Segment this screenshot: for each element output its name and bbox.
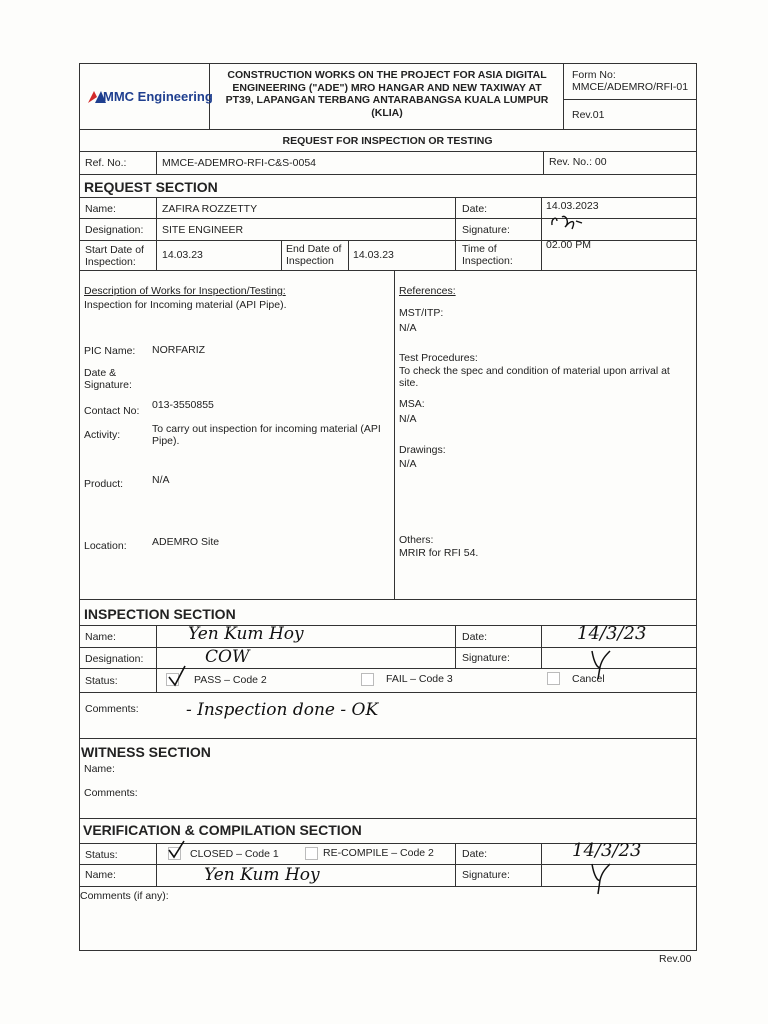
signature-label: Signature: — [462, 224, 510, 236]
checkmark-icon — [166, 839, 188, 861]
verification-section-title: VERIFICATION & COMPILATION SECTION — [83, 822, 362, 838]
description-label: Description of Works for Inspection/Testing: — [84, 285, 286, 297]
verifier-name-label: Name: — [85, 869, 116, 881]
others-label: Others: — [399, 534, 434, 546]
inspection-time: 02.00 PM — [546, 239, 591, 251]
others-value: MRIR for RFI 54. — [399, 547, 479, 559]
project-title: CONSTRUCTION WORKS ON THE PROJECT FOR ASIA DIGITAL ENGINEERING ("ADE") MRO HANGAR AND NEW TAXIWAY AT PT39, LAPANGAN TERBANG ANTARABANGSA KUALA LUMPUR (KLIA) — [225, 69, 549, 119]
witness-name-label: Name: — [84, 763, 115, 775]
verifier-signature-label: Signature: — [462, 869, 510, 881]
pic-name-label: PIC Name: — [84, 345, 136, 357]
ref-no-value: MMCE-ADEMRO-RFI-C&S-0054 — [162, 157, 317, 169]
inspector-name: Yen Kum Hoy — [188, 624, 304, 644]
divider — [156, 197, 157, 270]
inspector-name-label: Name: — [85, 631, 116, 643]
start-date: 14.03.23 — [162, 249, 203, 261]
fail-option-label: FAIL – Code 3 — [386, 673, 453, 685]
divider — [563, 99, 696, 100]
requester-name: ZAFIRA ROZZETTY — [162, 203, 258, 215]
divider — [79, 151, 696, 152]
verification-date-label: Date: — [462, 848, 488, 860]
requester-designation: SITE ENGINEER — [162, 224, 244, 236]
footer-revision: Rev.00 — [659, 953, 692, 965]
pic-name: NORFARIZ — [152, 344, 206, 356]
divider — [79, 218, 696, 219]
fail-checkbox[interactable] — [361, 673, 374, 686]
product-label: Product: — [84, 478, 124, 490]
test-procedures-label: Test Procedures: — [399, 352, 478, 364]
divider — [541, 625, 542, 668]
divider — [156, 151, 157, 174]
verifier-signature-icon — [586, 860, 622, 900]
divider — [79, 174, 696, 175]
references-label: References: — [399, 285, 456, 297]
inspection-comments: - Inspection done - OK — [186, 700, 379, 720]
inspection-section-title: INSPECTION SECTION — [84, 606, 236, 622]
witness-section-title: WITNESS SECTION — [81, 744, 211, 760]
mst-itp-label: MST/ITP: — [399, 307, 444, 319]
contact-label: Contact No: — [84, 405, 140, 417]
rev-no: Rev. No.: 00 — [549, 156, 607, 168]
divider — [394, 270, 395, 599]
description-text: Inspection for Incoming material (API Pipe). — [84, 299, 287, 311]
mst-itp-value: N/A — [399, 322, 417, 334]
divider — [541, 843, 542, 886]
divider — [563, 63, 564, 129]
location-value: ADEMRO Site — [152, 536, 220, 548]
requester-signature-icon — [548, 211, 593, 237]
divider — [79, 599, 696, 600]
inspection-comments-label: Comments: — [85, 703, 139, 715]
inspection-date-label: Date: — [462, 631, 488, 643]
frame-bottom — [79, 950, 696, 951]
product-value: N/A — [152, 474, 170, 486]
divider — [281, 240, 282, 270]
start-date-label: Start Date of Inspection: — [85, 244, 144, 268]
divider — [79, 738, 696, 739]
recompile-option-label: RE-COMPILE – Code 2 — [323, 847, 434, 859]
end-date: 14.03.23 — [353, 249, 394, 261]
drawings-value: N/A — [399, 458, 417, 470]
divider — [455, 197, 456, 270]
inspection-status-label: Status: — [85, 675, 118, 687]
form-title: REQUEST FOR INSPECTION OR TESTING — [282, 135, 493, 147]
divider — [79, 270, 696, 271]
pass-option-label: PASS – Code 2 — [194, 674, 267, 686]
request-date: 14.03.2023 — [546, 200, 599, 212]
ref-no-label: Ref. No.: — [85, 157, 127, 169]
frame-top — [79, 63, 696, 64]
divider — [79, 197, 696, 198]
verification-status-label: Status: — [85, 849, 118, 861]
divider — [79, 818, 696, 819]
inspection-date: 14/3/23 — [577, 623, 647, 644]
witness-comments-label: Comments: — [84, 787, 138, 799]
activity-text: To carry out inspection for incoming material (API Pipe). — [152, 423, 381, 447]
company-logo-text: MMC Engineering — [103, 89, 213, 104]
inspector-designation-label: Designation: — [85, 653, 144, 665]
verification-comments-label: Comments (if any): — [80, 890, 169, 902]
verifier-name: Yen Kum Hoy — [204, 865, 320, 885]
designation-label: Designation: — [85, 224, 144, 236]
recompile-checkbox[interactable] — [305, 847, 318, 860]
name-label: Name: — [85, 203, 116, 215]
drawings-label: Drawings: — [399, 444, 446, 456]
divider — [455, 843, 456, 886]
cancel-option-label: Cancel — [572, 673, 605, 685]
divider — [156, 843, 157, 886]
divider — [543, 151, 544, 174]
divider — [79, 240, 696, 241]
divider — [79, 129, 696, 130]
cancel-checkbox[interactable] — [547, 672, 560, 685]
date-signature-label: Date & Signature: — [84, 367, 132, 391]
request-section-title: REQUEST SECTION — [84, 179, 218, 195]
end-date-label: End Date of Inspection — [286, 243, 342, 267]
divider — [79, 692, 696, 693]
date-label: Date: — [462, 203, 488, 215]
contact-number: 013-3550855 — [152, 399, 214, 411]
form-revision: Rev.01 — [572, 109, 605, 121]
frame-right — [696, 63, 697, 951]
msa-label: MSA: — [399, 398, 425, 410]
verification-date: 14/3/23 — [572, 840, 642, 861]
checkmark-icon — [166, 664, 188, 688]
inspection-signature-label: Signature: — [462, 652, 510, 664]
company-logo — [86, 86, 213, 106]
inspector-designation: COW — [205, 647, 250, 667]
divider — [455, 625, 456, 668]
divider — [156, 625, 157, 692]
divider — [348, 240, 349, 270]
form-no-value: MMCE/ADEMRO/RFI-01 — [572, 81, 689, 93]
closed-option-label: CLOSED – Code 1 — [190, 848, 279, 860]
location-label: Location: — [84, 540, 127, 552]
time-label: Time of Inspection: — [462, 243, 513, 267]
test-procedures-value: To check the spec and condition of material upon arrival at site. — [399, 365, 670, 389]
divider — [541, 197, 542, 270]
msa-value: N/A — [399, 413, 417, 425]
activity-label: Activity: — [84, 429, 121, 441]
form-no-label: Form No: — [572, 69, 616, 81]
